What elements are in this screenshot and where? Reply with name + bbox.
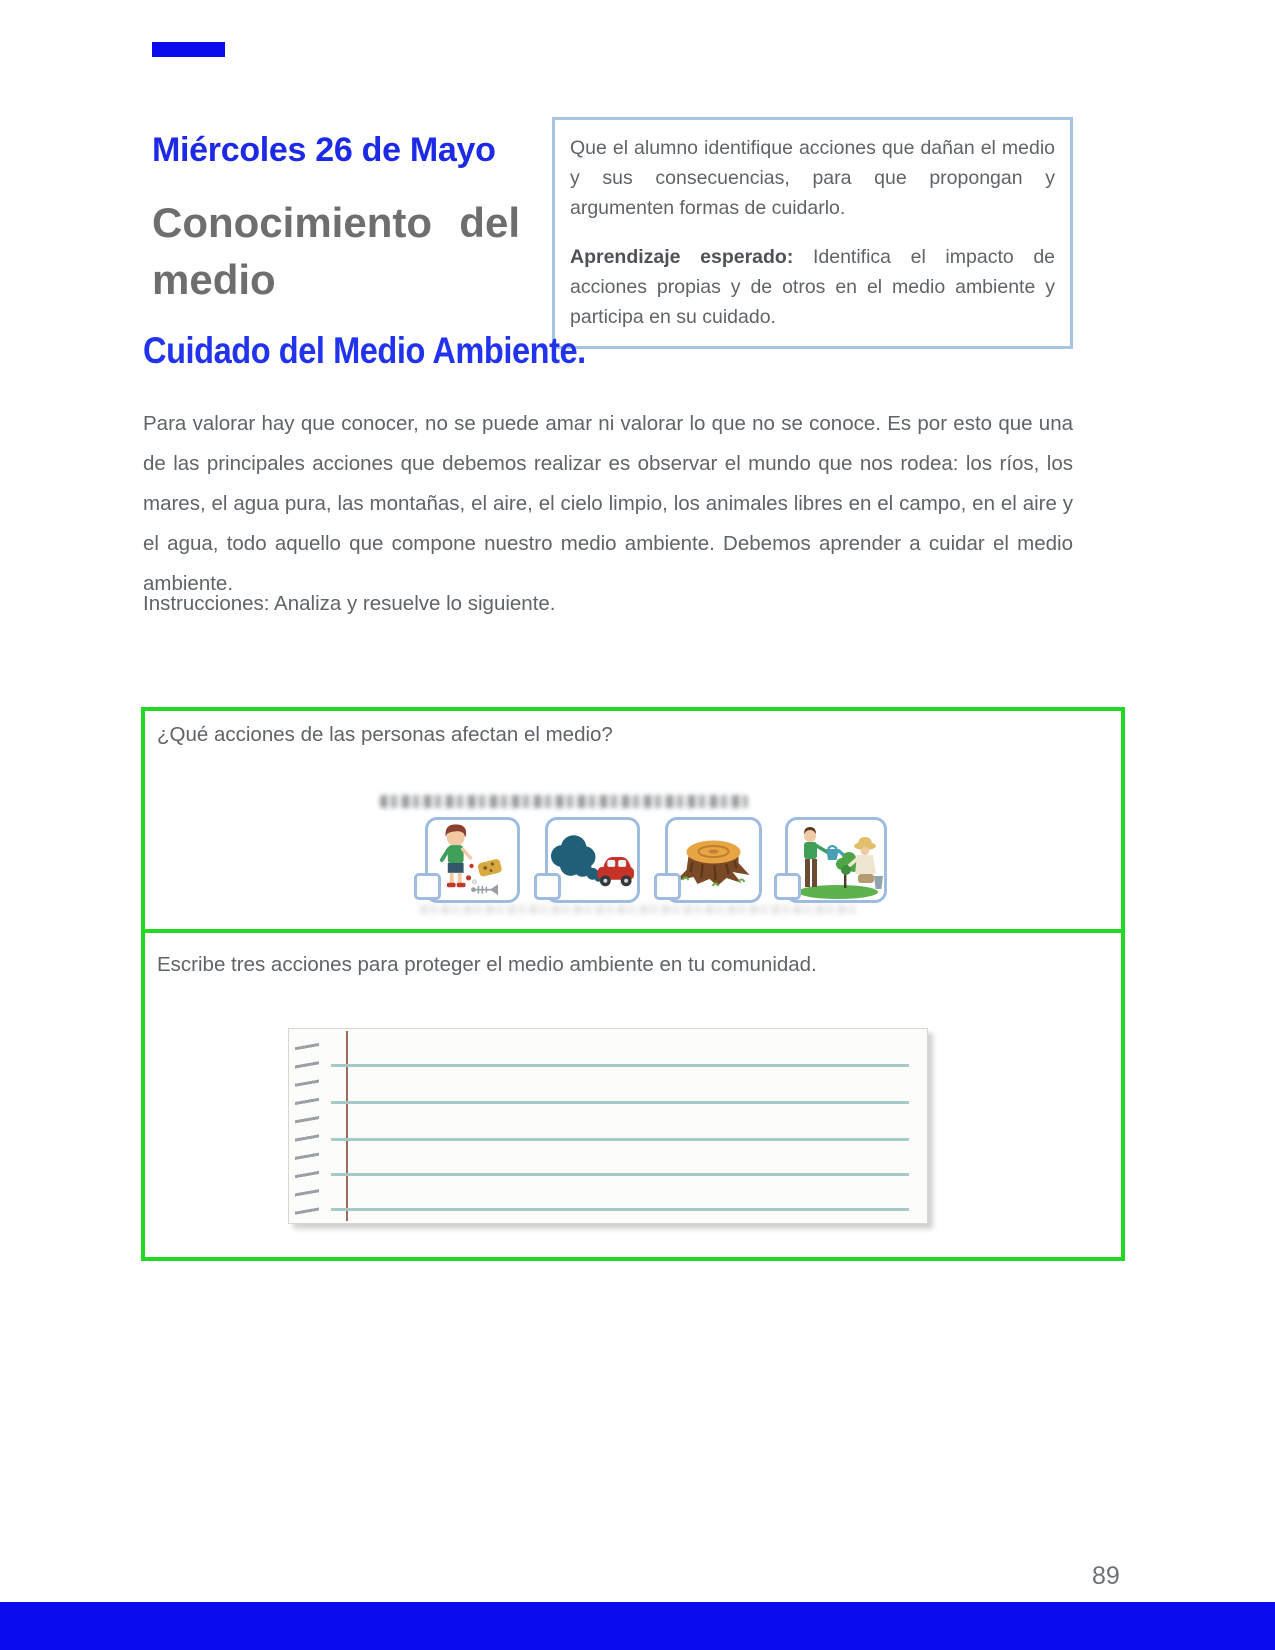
intro-paragraph: Para valorar hay que conocer, no se puede amar ni valorar lo que no se conoce. Es por esto que una de las principales acciones que debemos realizar es observar el mundo que nos rodea: los ríos, los mares, el agua pura, las montañas, el aire, el cielo limpio, los animales libres en el campo, en el aire y el agua, todo aquello que compone nuestro medio ambiente. Debemos aprender a cuidar el medio ambiente. — [143, 412, 1073, 595]
subject-line1: Conocimiento del — [152, 199, 520, 246]
spiral-binding-icon — [295, 1035, 319, 1217]
option-checkbox-car-smoke[interactable] — [534, 873, 561, 900]
answer-line-4[interactable] — [331, 1173, 909, 1176]
page-number: 89 — [1092, 1562, 1120, 1590]
notebook-margin-line — [346, 1031, 348, 1221]
date-title: Miércoles 26 de Mayo — [152, 131, 496, 169]
activity2-prompt: Escribe tres acciones para proteger el medio ambiente en tu comunidad. — [157, 953, 817, 976]
option-checkbox-littering[interactable] — [414, 873, 441, 900]
option-checkbox-planting[interactable] — [774, 873, 801, 900]
option-checkbox-tree-stump[interactable] — [654, 873, 681, 900]
answer-line-2[interactable] — [331, 1101, 909, 1104]
answer-line-1[interactable] — [331, 1064, 909, 1067]
activity-box-2 — [141, 929, 1125, 1261]
subject-line2: medio — [152, 256, 276, 303]
header-accent-bar — [152, 42, 225, 57]
objective-text: Que el alumno identifique acciones que dañan el medio y sus consecuencias, para que propongan y argumenten formas de cuidarlo. — [570, 137, 1055, 219]
blurred-caption-text — [380, 795, 748, 808]
activity-box-1 — [141, 707, 1125, 933]
expected-learning-label: Aprendizaje esperado: — [570, 246, 794, 268]
answer-line-5[interactable] — [331, 1208, 909, 1211]
expected-learning-text: Identifica el impacto de acciones propias y de otros en el medio ambiente y participa en su cuidado. — [570, 246, 1056, 328]
activity1-question: ¿Qué acciones de las personas afectan el medio? — [157, 723, 613, 746]
subject-title — [152, 194, 520, 308]
expected-learning — [570, 242, 1055, 332]
notebook-paper-image — [288, 1028, 928, 1224]
footer-accent-bar — [0, 1602, 1275, 1650]
objective-box — [552, 117, 1073, 349]
answer-line-3[interactable] — [331, 1138, 909, 1141]
instructions-line: Instrucciones: Analiza y resuelve lo siguiente. — [143, 592, 556, 615]
section-heading: Cuidado del Medio Ambiente. — [143, 330, 586, 371]
blurred-smudge — [420, 905, 860, 914]
